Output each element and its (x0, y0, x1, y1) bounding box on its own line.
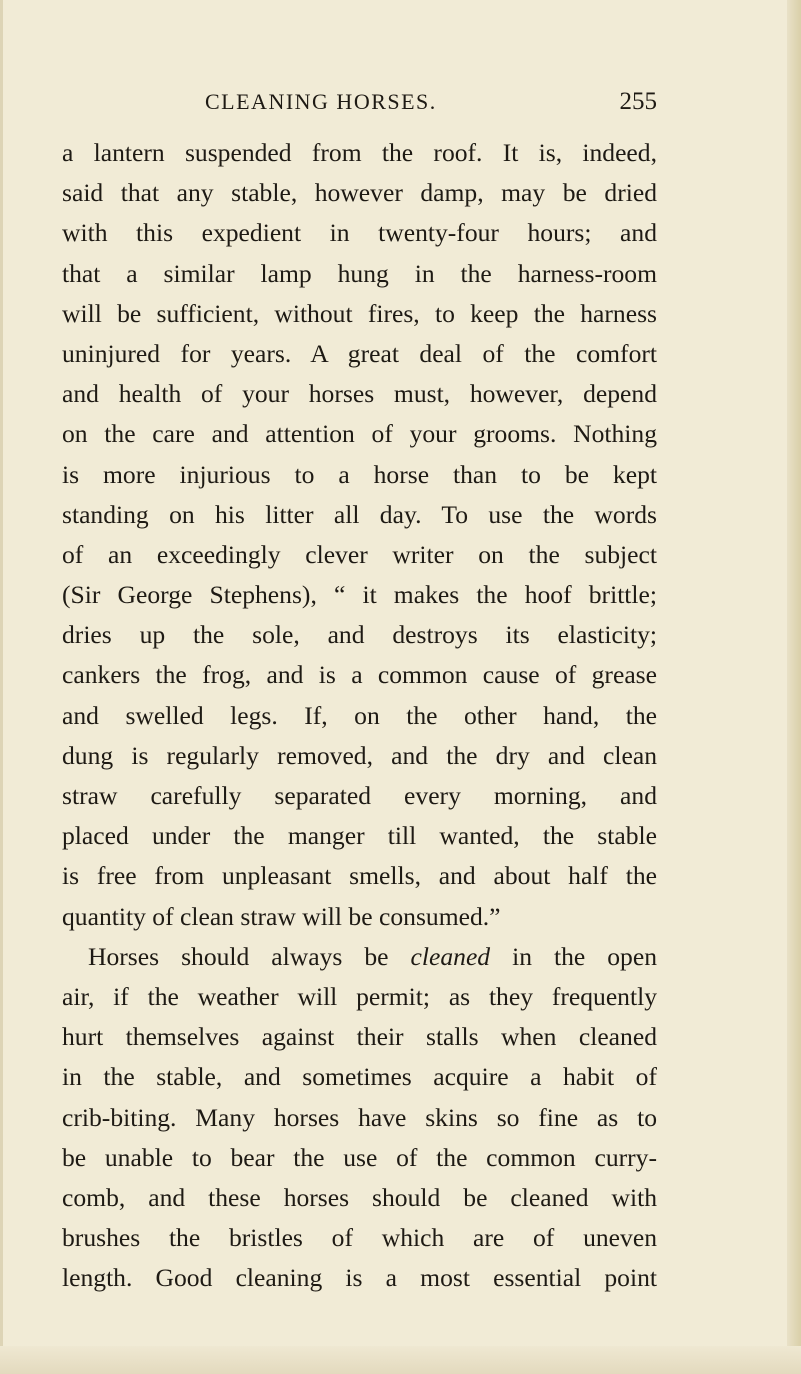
page-edge-left (0, 0, 3, 1374)
text-segment: Horses should always be (88, 941, 389, 971)
text-line: of an exceedingly clever writer on the subject (62, 539, 657, 569)
page-number: 255 (619, 88, 657, 115)
text-line: straw carefully separated every morning, and (62, 781, 657, 810)
text-line: is more injurious to a horse than to be kept (62, 459, 657, 489)
text-line: and health of your horses must, however, depend (62, 379, 657, 409)
text-line: dries up the sole, and destroys its elasticity; (62, 620, 657, 650)
text-segment: in the open (512, 941, 657, 971)
text-line: uninjured for years. A great deal of the comfort (62, 338, 657, 368)
text-line: brushes the bristles of which are of uneven (62, 1223, 657, 1253)
text-line: air, if the weather will permit; as they frequently (62, 981, 657, 1011)
text-line: be unable to bear the use of the common curry- (62, 1142, 657, 1172)
text-line: crib-biting. Many horses have skins so fine as to (62, 1102, 657, 1132)
text-line: length. Good cleaning is a most essential point (62, 1263, 657, 1293)
page-header (62, 87, 657, 117)
text-line: standing on his litter all day. To use the words (62, 499, 657, 529)
text-line: (Sir George Stephens), “ it makes the hoof brittle; (62, 580, 657, 610)
text-line: that a similar lamp hung in the harness-room (62, 258, 657, 288)
text-line: will be sufficient, without fires, to keep the harness (62, 298, 657, 328)
text-line: said that any stable, however damp, may be dried (62, 178, 657, 208)
text-line: hurt themselves against their stalls when cleaned (62, 1022, 657, 1052)
paragraph-start-line (62, 937, 657, 977)
text-line: and swelled legs. If, on the other hand, the (62, 700, 657, 730)
text-line: dung is regularly removed, and the dry and clean (62, 740, 657, 770)
text-line: cankers the frog, and is a common cause of grease (62, 660, 657, 690)
text-line: with this expedient in twenty-four hours; and (62, 218, 657, 248)
text-line: on the care and attention of your grooms. Nothing (62, 419, 657, 449)
italic-emphasis: cleaned (410, 941, 491, 971)
text-line: placed under the manger till wanted, the stable (62, 821, 657, 851)
text-line: a lantern suspended from the roof. It is, indeed, (62, 138, 657, 167)
text-line: in the stable, and sometimes acquire a habit of (62, 1062, 657, 1092)
page-edge-bottom (0, 1346, 801, 1374)
running-title: CLEANING HORSES. (205, 89, 437, 114)
text-line: quantity of clean straw will be consumed.” (62, 901, 501, 931)
text-line: is free from unpleasant smells, and about half the (62, 861, 657, 891)
body-text (62, 133, 657, 1298)
page-edge-right (787, 0, 801, 1374)
text-line: comb, and these horses should be cleaned with (62, 1182, 657, 1212)
